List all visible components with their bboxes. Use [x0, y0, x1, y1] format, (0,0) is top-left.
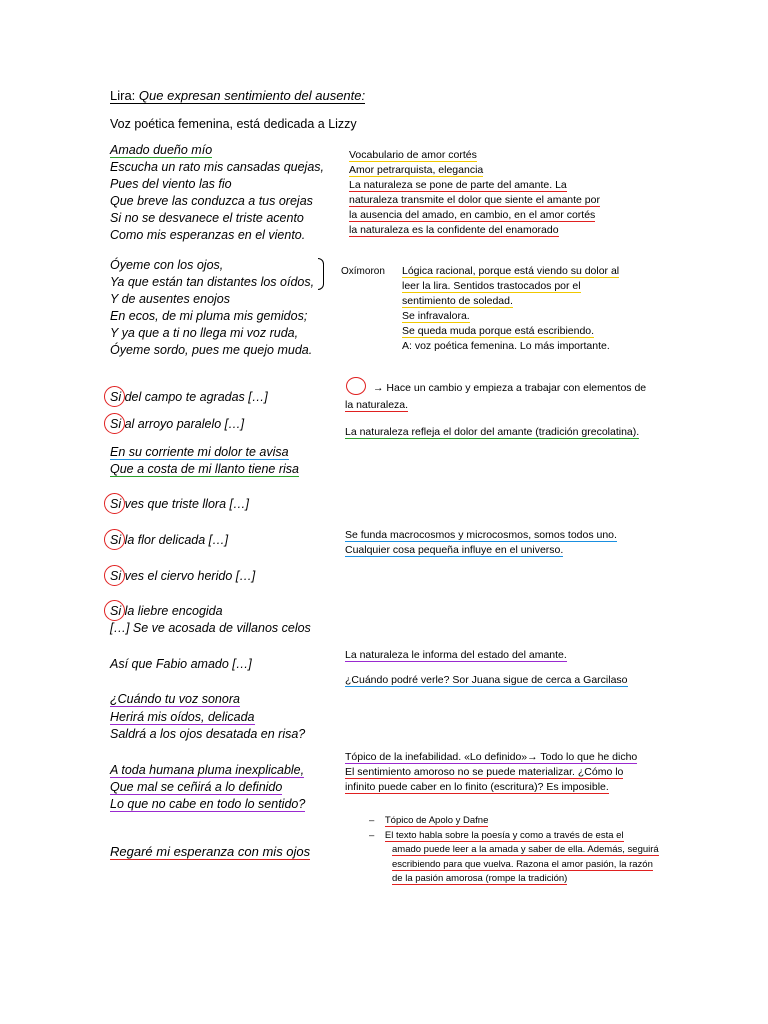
note-refleja: La naturaleza refleja el dolor del amante (tradición grecolatina).: [345, 426, 640, 438]
note-line: Amor petrarquista, elegancia: [349, 164, 484, 176]
verse-line: Óyeme sordo, pues me quejo muda.: [110, 343, 313, 357]
page-title: [110, 88, 365, 103]
bullet-item: escribiendo para que vuelva. Razona el amor pasión, la razón: [392, 858, 653, 870]
verse-12: Herirá mis oídos, delicada: [110, 710, 255, 724]
verse-line: Si no se desvanece el triste acento: [110, 211, 304, 225]
verse-line: Que breve las conduzca a tus orejas: [110, 194, 313, 208]
title-rest: Que expresan sentimiento del ausente:: [138, 88, 366, 103]
verse-6: Si la flor delicada […]: [110, 533, 229, 547]
verse-line: Ya que están tan distantes los oídos,: [110, 275, 315, 289]
note-naturaleza-line1: → Hace un cambio y empieza a trabajar con elementos de: [373, 382, 647, 394]
verse-10: Así que Fabio amado […]: [110, 657, 252, 671]
red-circle-mark: [104, 565, 125, 586]
verse-7: Si ves el ciervo herido […]: [110, 569, 256, 583]
note-line: Se infravalora.: [402, 310, 470, 322]
red-circle-mark: [104, 413, 125, 434]
verse-5: Si ves que triste llora […]: [110, 497, 249, 511]
subtitle: Voz poética femenina, está dedicada a Lizzy: [110, 117, 357, 131]
verse-line: Óyeme con los ojos,: [110, 258, 224, 272]
verse-14: A toda humana pluma inexplicable,: [110, 763, 305, 777]
red-circle-mark: [104, 529, 125, 550]
verse-line: Escucha un rato mis cansadas quejas,: [110, 160, 325, 174]
title-prefix: Lira:: [110, 88, 136, 103]
note-line: naturaleza transmite el dolor que siente el amante por: [349, 194, 600, 206]
verse-16: Lo que no cabe en todo lo sentido?: [110, 797, 306, 811]
note-line: La naturaleza se pone de parte del amante. La: [349, 179, 567, 191]
verse-line: En ecos, de mi pluma mis gemidos;: [110, 309, 308, 323]
red-circle-mark: [104, 386, 125, 407]
note-line: la ausencia del amado, en cambio, en el amor cortés: [349, 209, 596, 221]
verse-1: Si del campo te agradas […]: [110, 390, 268, 404]
verse-line: Pues del viento las fio: [110, 177, 232, 191]
verse-17: Regaré mi esperanza con mis ojos: [110, 844, 311, 859]
bullet-item: amado puede leer a la amada y saber de ella. Además, seguirá: [392, 844, 659, 855]
note-cuando: ¿Cuándo podré verle? Sor Juana sigue de cerca a Garcilaso: [345, 674, 628, 686]
verse-13: Saldrá a los ojos desatada en risa?: [110, 727, 306, 741]
bullet-item: – Tópico de Apolo y Dafne: [369, 815, 489, 826]
note-amor-cortes: [349, 148, 600, 238]
note-line: Se queda muda porque está escribiendo.: [402, 325, 595, 337]
verse-15: Que mal se ceñirá a lo definido: [110, 780, 283, 794]
oximoron-label: Oxímoron: [341, 266, 385, 277]
bullet-list: [369, 814, 659, 887]
bullet-item: de la pasión amorosa (rompe la tradición): [392, 873, 568, 884]
bullet-item: – El texto habla sobre la poesía y como a través de esta el: [369, 829, 624, 841]
verse-line: Y ya que a ti no llega mi voz ruda,: [110, 326, 299, 340]
verse-2: Si al arroyo paralelo […]: [110, 417, 245, 431]
brace-mark: [318, 258, 324, 290]
verse-line: Como mis esperanzas en el viento.: [110, 228, 306, 242]
note-line: Vocabulario de amor cortés: [349, 149, 477, 161]
empty-circle-mark: [346, 377, 366, 395]
note-line: A: voz poética femenina. Lo más importante.: [402, 340, 610, 352]
stanza-2: [110, 257, 314, 359]
verse-9: […] Se ve acosada de villanos celos: [110, 621, 311, 635]
verse-4: Que a costa de mi llanto tiene risa: [110, 462, 299, 476]
red-circle-mark: [104, 493, 125, 514]
note-line: Lógica racional, porque está viendo su dolor al: [402, 265, 620, 277]
note-naturaleza-line2: la naturaleza.: [345, 399, 409, 411]
note-line: sentimiento de soledad.: [402, 295, 513, 307]
note-inefabilidad: Tópico de la inefabilidad. «Lo definido»→ Todo lo que he dicho El sentimiento amoroso no se puede materializar. ¿Cómo lo infinito puede caber en lo finito (escritura)? Es imposible.: [345, 751, 638, 793]
note-line: leer la lira. Sentidos trastocados por el: [402, 280, 581, 292]
note-line: la naturaleza es la confidente del enamorado: [349, 224, 559, 236]
note-informa: La naturaleza le informa del estado del amante.: [345, 649, 567, 661]
note-logica: [402, 264, 619, 354]
verse-8: Si la liebre encogida: [110, 604, 223, 618]
verse-line: Y de ausentes enojos: [110, 292, 231, 306]
verse-3: En su corriente mi dolor te avisa: [110, 445, 289, 459]
verse-11: ¿Cuándo tu voz sonora: [110, 692, 240, 706]
red-circle-mark: [104, 600, 125, 621]
verse-line: Amado dueño mío: [110, 143, 213, 157]
arrow-icon: →: [373, 382, 384, 394]
note-macrocosmos: Se funda macrocosmos y microcosmos, somos todos uno. Cualquier cosa pequeña influye en el universo.: [345, 529, 617, 556]
stanza-1: [110, 142, 324, 244]
